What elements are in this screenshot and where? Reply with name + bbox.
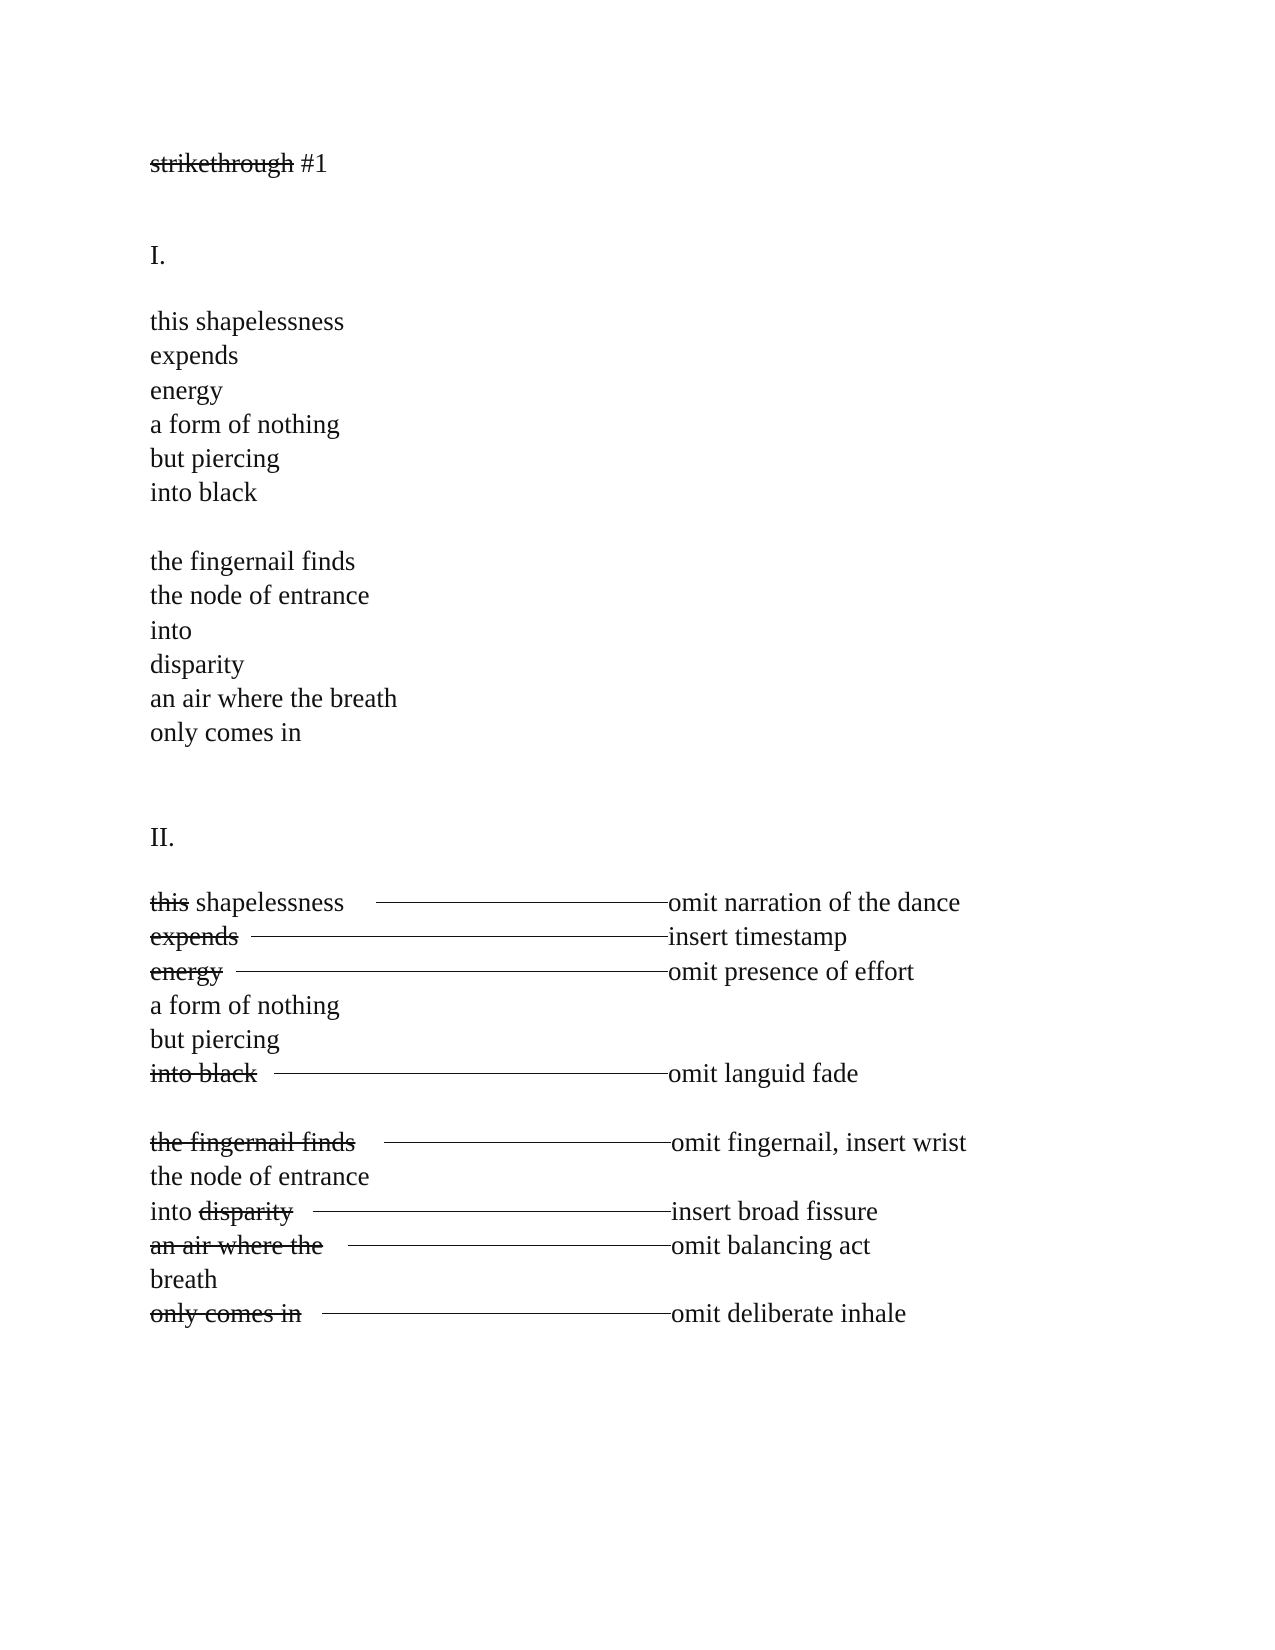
- edited-line: [150, 1159, 1050, 1193]
- connector-rule: [322, 1313, 671, 1314]
- poem-line: a form of nothing: [150, 408, 340, 439]
- struck-text: only comes in: [150, 1298, 302, 1329]
- poem-line: the node of entrance: [150, 580, 370, 611]
- edited-line: [150, 1296, 1050, 1330]
- struck-text: energy: [150, 955, 223, 986]
- edited-line-text: [150, 1194, 293, 1228]
- edited-line-text: [150, 988, 340, 1022]
- edit-note: insert timestamp: [668, 921, 848, 952]
- poem-line: the fingernail finds: [150, 546, 356, 576]
- edit-note: omit balancing act: [671, 1229, 871, 1260]
- section2-stanza2: [150, 1125, 1050, 1331]
- edit-note: omit presence of effort: [668, 955, 915, 986]
- section-heading-2: II.: [150, 822, 175, 852]
- connector-rule: [313, 1211, 671, 1212]
- edited-line-text: [150, 1228, 323, 1262]
- edited-line: [150, 1022, 1050, 1056]
- edited-line: [150, 988, 1050, 1022]
- edited-line: [150, 885, 1050, 919]
- edited-line: [150, 1228, 1050, 1262]
- edited-line: [150, 1262, 1050, 1296]
- plain-text: the node of entrance: [150, 1161, 370, 1192]
- poem-line: expends: [150, 340, 239, 371]
- struck-text: an air where the: [150, 1229, 324, 1260]
- connector-rule: [236, 971, 668, 972]
- edited-line: [150, 954, 1050, 988]
- connector-rule: [376, 902, 668, 903]
- section1-stanza1: [150, 304, 344, 510]
- poem-line: energy: [150, 374, 223, 405]
- edit-note: insert broad fissure: [671, 1195, 878, 1226]
- edited-line-text: [150, 1262, 217, 1296]
- edit-note: omit narration of the dance: [668, 887, 961, 917]
- poem-line: into black: [150, 477, 258, 508]
- edit-note: omit languid fade: [668, 1058, 859, 1089]
- poem-line: into: [150, 614, 193, 645]
- edited-line-text: [150, 1056, 257, 1090]
- section1-stanza2: [150, 544, 397, 750]
- struck-text: the fingernail finds: [150, 1127, 356, 1157]
- poem-line: but piercing: [150, 443, 280, 474]
- poem-title: [150, 146, 328, 180]
- prefix-text: into: [150, 1195, 199, 1226]
- title-struck-word: strikethrough: [150, 148, 294, 178]
- section-heading-1: I.: [150, 240, 166, 270]
- edited-line-text: [150, 1296, 301, 1330]
- edited-line-text: [150, 1159, 370, 1193]
- struck-text: disparity: [198, 1195, 294, 1226]
- edited-line: [150, 1194, 1050, 1228]
- struck-text: into black: [150, 1058, 258, 1089]
- edit-note: omit fingernail, insert wrist: [671, 1127, 967, 1157]
- edited-line-text: [150, 1022, 280, 1056]
- edited-line: [150, 1056, 1050, 1090]
- plain-text: a form of nothing: [150, 989, 340, 1020]
- edited-line-text: [150, 954, 223, 988]
- title-number: #1: [293, 148, 328, 178]
- poem-line: this shapelessness: [150, 306, 345, 336]
- connector-rule: [384, 1142, 671, 1143]
- connector-rule: [348, 1245, 671, 1246]
- edited-line-text: [150, 1125, 355, 1159]
- edited-line: [150, 1125, 1050, 1159]
- edited-line-text: [150, 919, 238, 953]
- plain-text: shapelessness: [189, 887, 345, 917]
- struck-text: expends: [150, 921, 239, 952]
- section2-stanza1: [150, 885, 1050, 1091]
- poem-line: only comes in: [150, 717, 302, 748]
- plain-text: breath: [150, 1264, 218, 1295]
- poem-line: an air where the breath: [150, 683, 398, 714]
- connector-rule: [251, 936, 668, 937]
- struck-text: this: [150, 887, 190, 917]
- poem-line: disparity: [150, 648, 245, 679]
- edited-line-text: [150, 885, 344, 919]
- connector-rule: [274, 1073, 668, 1074]
- edited-line: [150, 919, 1050, 953]
- edit-note: omit deliberate inhale: [671, 1298, 907, 1329]
- plain-text: but piercing: [150, 1024, 280, 1055]
